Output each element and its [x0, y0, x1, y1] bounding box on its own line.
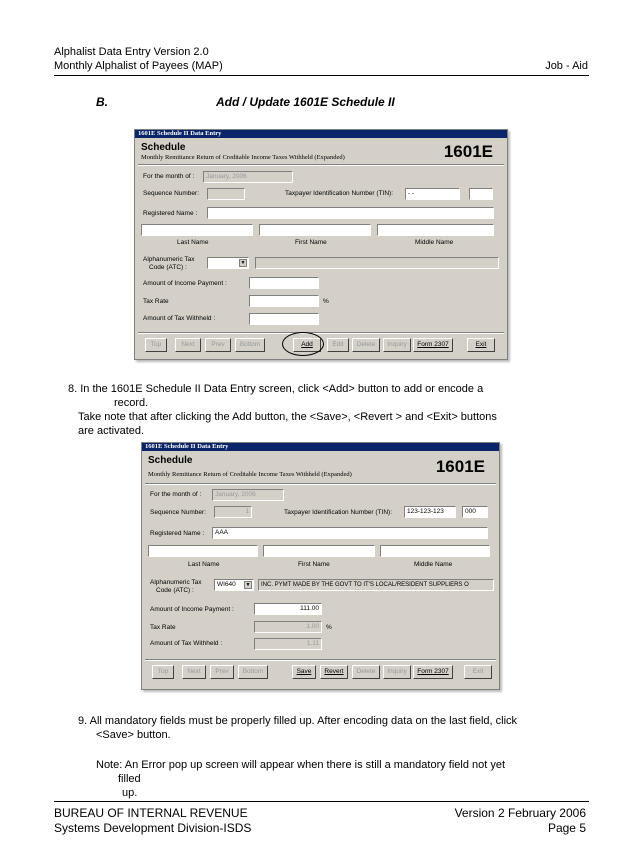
atc-description-field	[255, 257, 499, 269]
step9-line1: 9. All mandatory fields must be properly filled up. After encoding data on the last field, click	[78, 715, 518, 727]
prev-button[interactable]: Prev	[210, 665, 234, 679]
tin-field[interactable]: 123-123-123	[404, 506, 456, 518]
top-button[interactable]: Top	[152, 665, 174, 679]
note-line3: up.	[122, 787, 138, 799]
atc-value: WI640	[217, 581, 236, 588]
footer-division: Systems Development Division-ISDS	[54, 821, 252, 835]
registered-name-field[interactable]: AAA	[212, 527, 488, 539]
header-rule	[54, 75, 589, 76]
sequence-field[interactable]: 1	[214, 506, 252, 518]
atc-combo[interactable]	[207, 257, 249, 269]
last-name-field[interactable]	[148, 545, 258, 557]
middle-name-label: Middle Name	[414, 561, 453, 568]
footer-rule	[54, 801, 589, 802]
step8-line2: record.	[114, 397, 149, 409]
income-label: Amount of Income Payment :	[143, 280, 227, 287]
income-field[interactable]: 111.00	[254, 603, 322, 615]
doc-header-subtitle: Monthly Alphalist of Payees (MAP)	[54, 60, 223, 72]
first-name-field[interactable]	[259, 224, 371, 236]
inquiry-button[interactable]: Inquiry	[383, 338, 411, 352]
branch-field[interactable]: 000	[462, 506, 488, 518]
button-bar	[146, 663, 495, 683]
withheld-field[interactable]	[249, 313, 319, 325]
tax-rate-field[interactable]: 1.00	[254, 621, 322, 633]
tin-field[interactable]: - -	[405, 188, 460, 200]
last-name-field[interactable]	[141, 224, 253, 236]
sequence-label: Sequence Number:	[150, 509, 207, 516]
bottom-button[interactable]: Bottom	[235, 338, 265, 352]
divider	[145, 483, 496, 485]
percent-sign: %	[323, 298, 329, 305]
next-button[interactable]: Next	[182, 665, 206, 679]
month-field[interactable]: January, 2006	[212, 489, 284, 501]
tin-label: Taxpayer Identification Number (TIN):	[285, 190, 394, 197]
registered-name-label: Registered Name :	[143, 210, 198, 217]
middle-name-label: Middle Name	[415, 239, 454, 246]
last-name-label: Last Name	[177, 239, 209, 246]
percent-sign: %	[326, 624, 332, 631]
withheld-label: Amount of Tax Withheld :	[143, 315, 216, 322]
first-name-label: First Name	[298, 561, 330, 568]
dialog-title: 1601E Schedule II Data Entry	[142, 443, 499, 451]
dialog-subtitle: Monthly Remittance Return of Creditable Income Taxes Withheld (Expanded)	[148, 471, 352, 478]
middle-name-field[interactable]	[380, 545, 490, 557]
section-letter: B.	[96, 95, 108, 109]
add-button[interactable]: Add	[293, 338, 321, 352]
doc-header-right: Job - Aid	[545, 60, 588, 72]
atc-label-line2: Code (ATC) :	[149, 264, 187, 271]
tax-rate-field[interactable]	[249, 295, 319, 307]
chevron-down-icon[interactable]: ▼	[240, 260, 246, 266]
form-2307-button[interactable]: Form 2307	[413, 665, 453, 679]
next-button[interactable]: Next	[175, 338, 201, 352]
save-button[interactable]: Save	[292, 665, 316, 679]
bottom-button[interactable]: Bottom	[238, 665, 268, 679]
section-title: Add / Update 1601E Schedule II	[216, 95, 395, 109]
tin-label: Taxpayer Identification Number (TIN):	[284, 509, 393, 516]
sequence-field[interactable]	[207, 188, 245, 200]
exit-button[interactable]: Exit	[464, 665, 492, 679]
first-name-label: First Name	[295, 239, 327, 246]
step8-line3: Take note that after clicking the Add button, the <Save>, <Revert > and <Exit> buttons	[78, 411, 497, 423]
dialog-1601e-schedule-ii-before	[134, 129, 508, 360]
registered-name-label: Registered Name :	[150, 530, 205, 537]
withheld-label: Amount of Tax Withheld :	[150, 640, 223, 647]
withheld-field[interactable]: 1.11	[254, 638, 322, 650]
month-label: For the month of :	[150, 491, 202, 498]
prev-button[interactable]: Prev	[205, 338, 231, 352]
atc-label-line1: Alphanumeric Tax	[150, 579, 202, 586]
atc-label-line2: Code (ATC) :	[156, 587, 194, 594]
month-label: For the month of :	[143, 173, 195, 180]
chevron-down-icon[interactable]: ▼	[245, 582, 251, 588]
divider	[138, 164, 504, 166]
revert-button[interactable]: Revert	[320, 665, 348, 679]
dialog-subtitle: Monthly Remittance Return of Creditable Income Taxes Withheld (Expanded)	[141, 154, 345, 161]
last-name-label: Last Name	[188, 561, 220, 568]
registered-name-field[interactable]	[207, 207, 494, 219]
exit-button[interactable]: Exit	[467, 338, 495, 352]
doc-header-title: Alphalist Data Entry Version 2.0	[54, 46, 209, 58]
income-field[interactable]	[249, 277, 319, 289]
income-label: Amount of Income Payment :	[150, 606, 234, 613]
footer-page-number: Page 5	[547, 821, 586, 835]
branch-field[interactable]	[469, 188, 493, 200]
dialog-1601e-schedule-ii-after	[141, 442, 500, 690]
atc-label-line1: Alphanumeric Tax	[143, 256, 195, 263]
first-name-field[interactable]	[263, 545, 375, 557]
middle-name-field[interactable]	[377, 224, 494, 236]
month-field[interactable]: January, 2006	[203, 171, 293, 183]
note-line1: Note: An Error pop up screen will appear when there is still a mandatory field not yet	[96, 759, 506, 771]
add-button-highlight-circle	[282, 332, 324, 356]
step9-line2: <Save> button.	[96, 729, 171, 741]
schedule-label: Schedule	[148, 455, 193, 466]
tax-rate-label: Tax Rate	[150, 624, 176, 631]
form-number: 1601E	[443, 142, 493, 161]
dialog-title: 1601E Schedule II Data Entry	[135, 130, 507, 138]
divider	[145, 659, 496, 661]
footer-agency: BUREAU OF INTERNAL REVENUE	[54, 806, 248, 820]
schedule-label: Schedule	[141, 142, 186, 153]
form-number: 1601E	[435, 457, 485, 476]
sequence-label: Sequence Number:	[143, 190, 200, 197]
footer-version: Version 2 February 2006	[454, 806, 586, 820]
form-2307-button[interactable]: Form 2307	[413, 338, 453, 352]
note-line2: filled	[118, 773, 141, 785]
tax-rate-label: Tax Rate	[143, 298, 169, 305]
atc-description-field: INC. PYMT MADE BY THE GOVT TO IT'S LOCAL/RESIDENT SUPPLIERS O	[258, 579, 494, 591]
edit-button[interactable]: Edit	[327, 338, 349, 352]
step8-line4: are activated.	[78, 425, 145, 437]
inquiry-button[interactable]: Inquiry	[383, 665, 411, 679]
atc-combo[interactable]	[214, 579, 254, 591]
delete-button[interactable]: Delete	[352, 338, 380, 352]
delete-button[interactable]: Delete	[352, 665, 380, 679]
step8-line1: 8. In the 1601E Schedule II Data Entry screen, click <Add> button to add or encode a	[68, 383, 484, 395]
divider	[138, 332, 504, 334]
top-button[interactable]: Top	[145, 338, 167, 352]
